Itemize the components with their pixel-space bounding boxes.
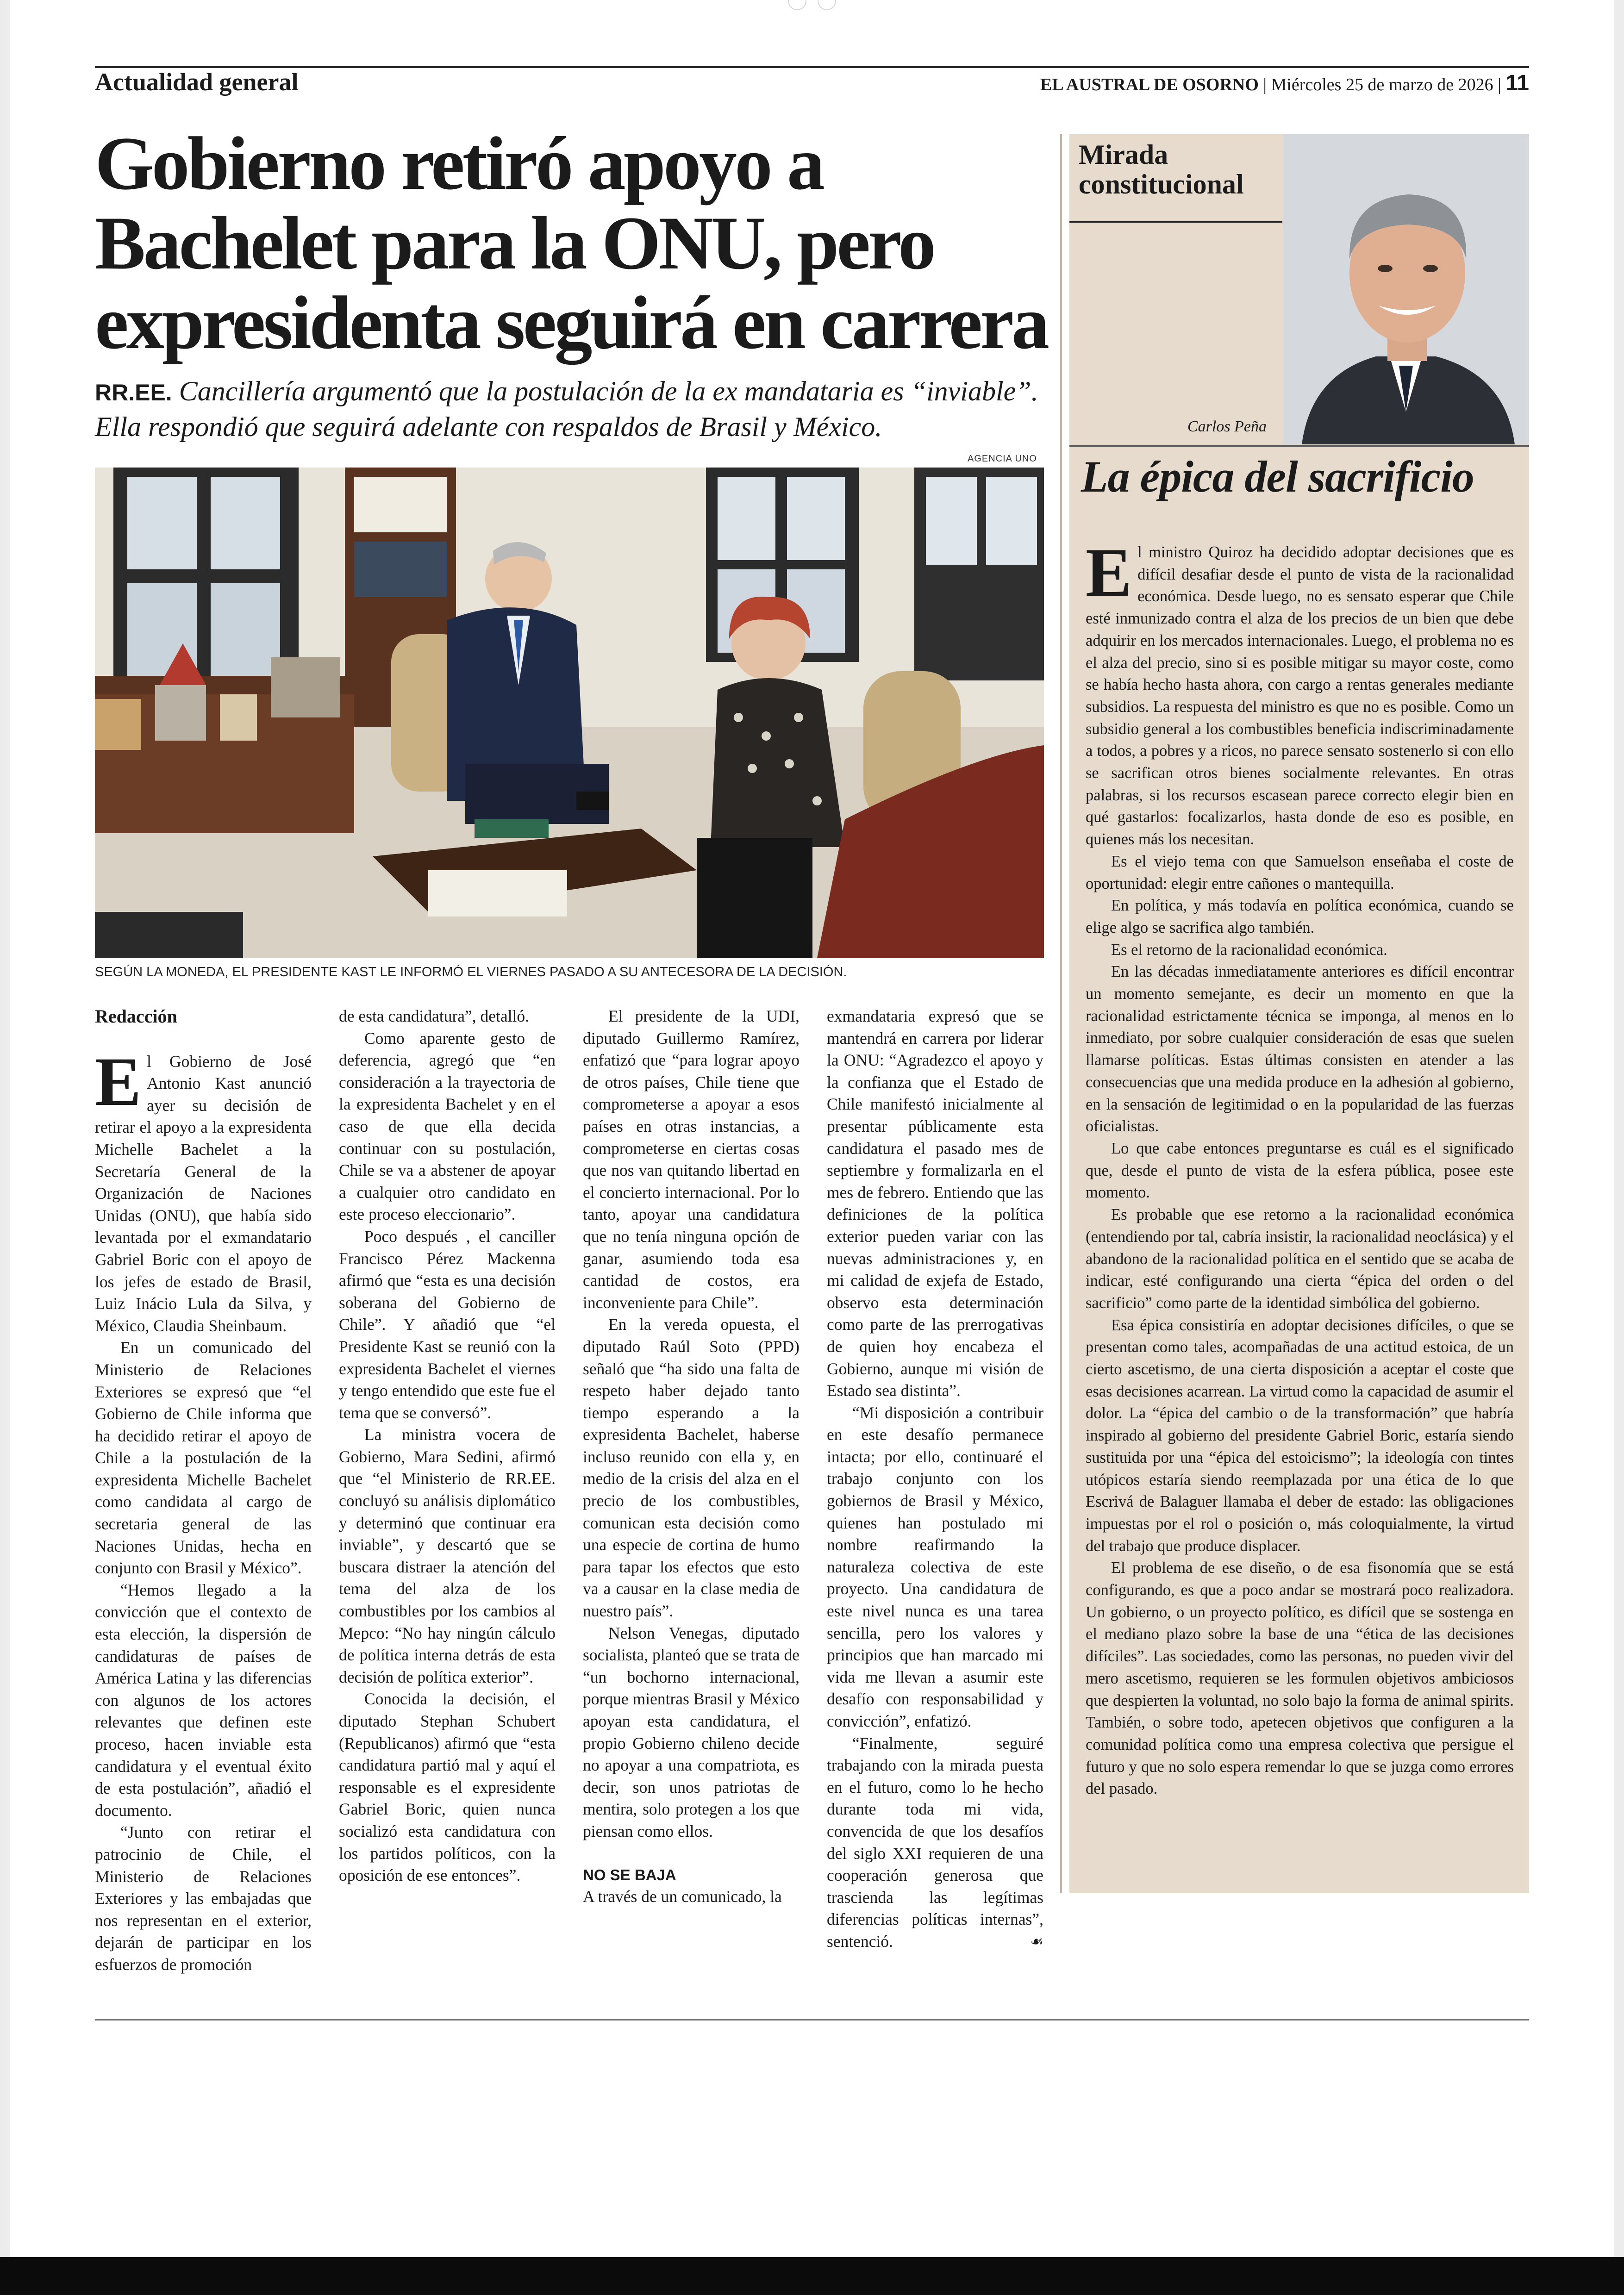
article-paragraph: El presidente de la UDI, diputado Guillermo Ramírez, enfatizó que “para lograr apoyo de otros países, Chile tiene que comprometerse a apoyar a esos países en otras instancias, a comprometerse en ciertas cosas que nos van quitando libertad en el concierto internacional. Por lo tanto, apoyar una candidatura que no tenía ninguna opción de ganar, asumiendo toda esa cantidad de costos, era inconveniente para Chile”. — [583, 1007, 800, 1312]
deck-kicker: RR.EE. — [95, 380, 172, 405]
article-subtitle: NO SE BAJA — [583, 1866, 676, 1883]
prev-page-icon[interactable] — [788, 0, 806, 10]
drop-cap: E — [95, 1043, 142, 1120]
article-deck: RR.EE. Cancillería argumentó que la postulación de la ex mandataria es “inviable”. Ella respondió que seguirá adelante con respaldos de Brasil y México. — [95, 376, 1038, 442]
newspaper-name: EL AUSTRAL DE OSORNO — [1040, 75, 1259, 94]
article-paragraph: exmandataria expresó que se mantendrá en carrera por liderar la ONU: “Agradezco el apoyo y la confianza que el Estado de Chile manifestó inicialmente al presentar públicamente esta candidatura el pasado mes de septiembre y formalizarla en el mes de febrero. Entiendo que las definiciones de la política exterior pueden variar con las nuevas administraciones y, en mi calidad de exjefa de Estado, observo esta determinación como parte de las prerrogativas de quien hoy encabeza el Gobierno, aunque mi visión de Estado sea distinta”. — [827, 1007, 1043, 1400]
opinion-paragraph: Esa épica consistiría en adoptar decisiones difíciles, o que se presentan como tales, acompañadas de una actitud estoica, de un cierto ascetismo, de una cierta disposición a aceptar el coste que esas decisiones acarrean. La virtud como la capacidad de asumir el dolor. La “épica del cambio o de la transformación” que habría inspirado al gobierno del presidente Gabriel Boric, estaría siendo sustituida por una “épica del estoicismo”; la ideología con tintes utópicos estaría siendo reemplazada por una ética de lo que Escrivá de Balaguer llamaba el deber de estado: las obligaciones impuestas por el rol o posición o, más coloquialmente, la virtud del trabajo que produce displacer. — [1086, 1316, 1514, 1555]
portrait-illustration — [1283, 134, 1529, 444]
article-paragraph: “Hemos llegado a la convicción que el contexto de esta elección, la dispersión de candidaturas de países de América Latina y las diferencias con algunos de los actores relevantes que definen este proceso, hacen inviable esta candidatura y el eventual éxito de esta postulación”, añadió el documento. — [95, 1580, 312, 1820]
footer-rule — [95, 2019, 1529, 2021]
article-paragraph: “Junto con retirar el patrocinio de Chile, el Ministerio de Relaciones Exteriores y las embajadas que nos representan en el exterior, dejarán de participar en los esfuerzos de promoción — [95, 1823, 312, 1974]
author-portrait — [1283, 134, 1529, 444]
drop-cap: E — [1086, 534, 1132, 611]
article-photo — [95, 468, 1044, 958]
page-number: 11 — [1505, 71, 1529, 95]
photo-caption: SEGÚN LA MONEDA, EL PRESIDENTE KAST LE INFORMÓ EL VIERNES PASADO A SU ANTECESORA DE LA DECISIÓN. — [95, 965, 847, 979]
article-paragraph: de esta candidatura”, detalló. — [339, 1007, 530, 1025]
photo-illustration — [95, 468, 1044, 958]
masthead: EL AUSTRAL DE OSORNO | Miércoles 25 de marzo de 2026 | 11 — [1040, 71, 1529, 95]
opinion-body — [1086, 534, 1514, 1800]
section-label: Actualidad general — [95, 68, 299, 96]
sidebar-divider — [1060, 134, 1062, 1893]
article-paragraph: Como aparente gesto de deferencia, agregó que “en consideración a la trayectoria de la expresidenta Bachelet y en el caso de que ella decida continuar con su postulación, Chile se va a abstener de apoyar a cualquier otro candidato en este proceso eleccionario”. — [339, 1029, 556, 1224]
page-margin-right — [1614, 0, 1624, 2295]
opinion-paragraph: Lo que cabe entonces preguntarse es cuál es el significado que, desde el punto de vista de la esfera pública, posee este momento. — [1086, 1139, 1514, 1202]
issue-date: Miércoles 25 de marzo de 2026 — [1271, 75, 1493, 94]
opinion-paragraph: El problema de ese diseño, o de esa fisonomía que se está configurando, es que a poco andar se mostrará poco realizadora. Un gobierno, o un proyecto político, es difícil que se sostenga en el mediano plazo sobre la base de una “ética de las decisiones difíciles”. Las sociedades, como las personas, no pueden vivir del mero ascetismo, requieren se les formulen objetivos ambiciosos que despierten la voluntad, no solo bajo la forma de animal spirits. También, o sobre todo, apetecen objetivos que configuren a la comunidad política como una empresa colectiva que persigue el futuro y que no solo espera remendar lo que se juzga como errores del pasado. — [1086, 1559, 1514, 1798]
article-paragraph: “Mi disposición a contribuir en este desafío permanece intacta; por ello, continuaré el trabajo conjunto con los gobiernos de Brasil y México, quienes han postulado mi nombre reafirmando la naturaleza colectiva de este proyecto. Una candidatura de este nivel nunca es una tarea sencilla, pero los valores y principios que han marcado mi vida me llevan a asumir este desafío con responsabilidad y convicción”, enfatizó. — [827, 1403, 1043, 1730]
end-mark-icon: ☙ — [1030, 1932, 1043, 1950]
opinion-paragraph: En política, y más todavía en política económica, cuando se elige algo se sacrifica algo también. — [1086, 897, 1514, 936]
viewer-bottom-bar — [0, 2257, 1624, 2295]
article-headline: Gobierno retiró apoyo a Bachelet para la ONU, pero expresidenta seguirá en carrera — [95, 122, 1047, 365]
opinion-title: La épica del sacrificio — [1081, 452, 1474, 501]
article-paragraph: Conocida la decisión, el diputado Stephan Schubert (Republicanos) afirmó que “esta candidatura partió mal y aquí el responsable es el expresidente Gabriel Boric, quien nunca socializó esta candidatura con los partidos políticos, con la oposición de ese entonces”. — [339, 1690, 556, 1885]
next-page-icon[interactable] — [818, 0, 836, 10]
article-paragraph: La ministra vocera de Gobierno, Mara Sedini, afirmó que “el Ministerio de RR.EE. concluyó su análisis diplomático y determinó que continuar era inviable”, y descartó que se buscara distraer la atención del tema del alza de los combustibles por los cambios al Mepco: “No hay ningún cálculo de política interna detrás de esta decisión de política exterior”. — [339, 1425, 556, 1686]
opinion-paragraph: Es el viejo tema con que Samuelson enseñaba el coste de oportunidad: elegir entre cañones o mantequilla. — [1086, 852, 1514, 892]
photo-credit: AGENCIA UNO — [968, 454, 1037, 464]
article-paragraph: Poco después , el canciller Francisco Pérez Mackenna afirmó que “esta es una decisión soberana del Gobierno de Chile”. Y añadió que “el Presidente Kast se reunió con la expresidenta Bachelet el viernes y tengo entendido que este fue el tema que se conversó”. — [339, 1227, 556, 1422]
kicker-rule — [1069, 221, 1282, 223]
author-name: Carlos Peña — [1187, 418, 1267, 435]
opinion-paragraph: En las décadas inmediatamente anteriores es difícil encontrar un momento semejante, es decir un momento en que la racionalidad estrictamente técnica se imponga, al menos en lo inmediato, por sobre cualquier consideración de esas que suelen llamarse políticas. Estas últimas consisten en atender a las consecuencias que una medida produce en la adhesión al gobierno, en la sensación de legitimidad o en la popularidad de las fuerzas oficialistas. — [1086, 963, 1514, 1135]
article-column-1 — [95, 1005, 312, 1976]
article-column-3 — [583, 1005, 800, 1908]
article-paragraph: En un comunicado del Ministerio de Relaciones Exteriores se expresó que “el Gobierno de Chile informa que ha decidido retirar el apoyo de Chile a la postulación de la expresidenta Michelle Bachelet como candidata al cargo de secretaria general de las Naciones Unidas, hecha en conjunto con Brasil y México”. — [95, 1338, 312, 1578]
opinion-paragraph: El ministro Quiroz ha decidido adoptar decisiones que es difícil desafiar desde el punto de vista de la racionalidad económica. Desde luego, no es sensato esperar que Chile esté inmunizado contra el alza de los precios de un bien que debe adquirir en los mercados internacionales. Luego, el problema no es el alza del precio, sino si es posible mitigar su mayor coste, como se había hecho hasta ahora, con cargo a rentas generales mediante subsidios. La respuesta del ministro es que no es posible. Como un subsidio general a los combustibles beneficia indiscriminadamente a todos, a pobres y a ricos, no parece sensato sostenerlo si con ello se sacrifican otros bienes socialmente relevantes. En otras palabras, si los recursos escasean parece correcto elegir bien en qué gastarlos: focalizarlos, hasta donde de eso es posible, en quienes más los necesitan. — [1086, 534, 1514, 848]
page-navigation[interactable] — [782, 0, 847, 14]
page-margin-left — [0, 0, 10, 2295]
article-paragraph: “Finalmente, seguiré trabajando con la mirada puesta en el futuro, como lo he hecho durante toda mi vida, convencida de que los desafíos del siglo XXI requieren de una cooperación generosa que trascienda las legítimas diferencias políticas internas”, sentenció. ☙ — [827, 1733, 1043, 1953]
article-paragraph: En la vereda opuesta, el diputado Raúl Soto (PPD) señaló que “ha sido una falta de respeto haber dejado tanto tiempo esperando a la expresidenta Bachelet, haberse incluso reunido con ella y, en medio de la crisis del alza en el precio de los combustibles, comunican esta decisión como una especie de cortina de humo para tapar los efectos que esto va a causar en la clase media de nuestro país”. — [583, 1315, 800, 1621]
title-rule — [1069, 445, 1529, 447]
article-column-4 — [827, 1005, 1043, 1953]
opinion-kicker: Mirada constitucional — [1079, 139, 1244, 200]
article-column-2 — [339, 1005, 556, 1887]
article-paragraph: El Gobierno de José Antonio Kast anunció ayer su decisión de retirar el apoyo a la expresidenta Michelle Bachelet a la Secretaría General de la Organización de Naciones Unidas (ONU), que había sido levantada por el exmandatario Gabriel Boric con el apoyo de los jefes de estado de Brasil, Luiz Inácio Lula da Silva, y México, Claudia Sheinbaum. — [95, 1043, 312, 1335]
opinion-paragraph: Es el retorno de la racionalidad económica. — [1111, 941, 1387, 959]
article-paragraph: A través de un comunicado, la — [583, 1887, 782, 1906]
byline: Redacción — [95, 1006, 177, 1027]
header-rule — [95, 66, 1529, 68]
article-paragraph: Nelson Venegas, diputado socialista, planteó que se trata de “un bochorno internacional, porque mientras Brasil y México apoyan esta candidatura, el propio Gobierno chileno decide no apoyar a una compatriota, es decir, son unos patriotas de mentira, solo protegen a los que piensan como ellos. — [583, 1623, 800, 1840]
opinion-paragraph: Es probable que ese retorno a la racionalidad económica (entendiendo por tal, cabría insistir, la racionalidad neoclásica) y el abandono de la racionalidad política en el sentido que se acaba de indicar, esté configurando una cierta “épica del orden o del sacrificio” como parte de la identidad simbólica del gobierno. — [1086, 1206, 1514, 1312]
